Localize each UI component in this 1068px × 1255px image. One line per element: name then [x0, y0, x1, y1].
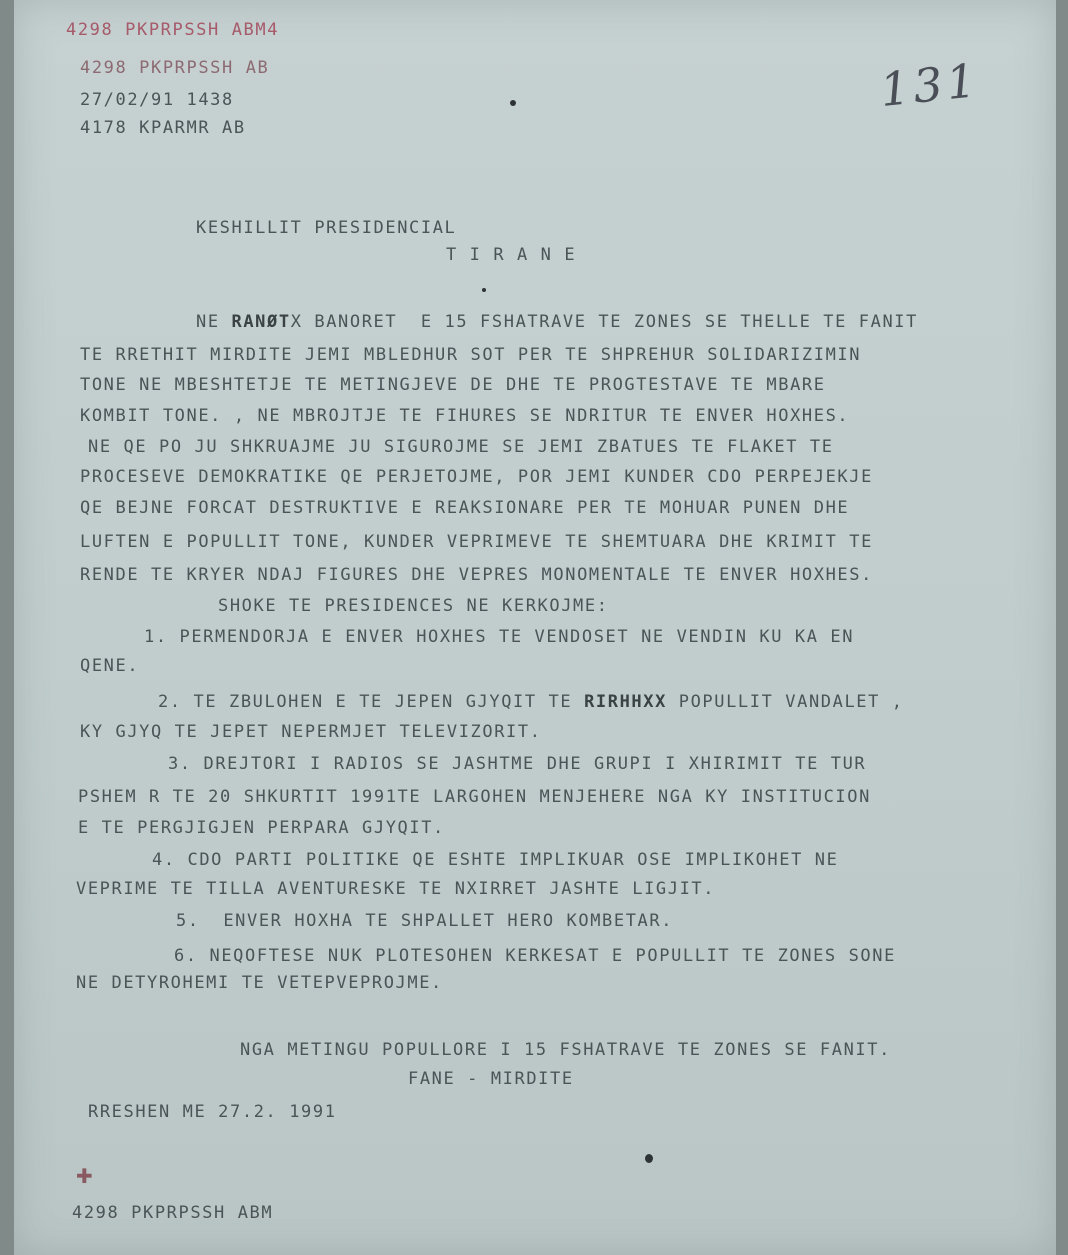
header-line-2: 4298 PKPRPSSH AB: [80, 58, 270, 78]
body-line-6: PROCESEVE DEMOKRATIKE QE PERJETOJME, POR JEMI KUNDER CDO PERPEJEKJE: [80, 467, 873, 487]
ink-dot: [482, 288, 486, 292]
body-line-7: QE BEJNE FORCAT DESTRUKTIVE E REAKSIONARE PER TE MOHUAR PUNEN DHE: [80, 498, 850, 518]
body-line-10: SHOKE TE PRESIDENCES NE KERKOJME:: [218, 596, 609, 616]
plus-mark: ✚: [76, 1164, 93, 1188]
demand-2-post: POPULLIT VANDALET ,: [666, 692, 904, 712]
body-line-1: [196, 312, 918, 332]
body-line-5: NE QE PO JU SHKRUAJME JU SIGUROJME SE JEMI ZBATUES TE FLAKET TE: [88, 437, 834, 457]
addressee-name: KESHILLIT PRESIDENCIAL: [196, 218, 457, 238]
struck-text: RANØT: [231, 312, 291, 332]
demand-4-line-2: VEPRIME TE TILLA AVENTURESKE TE NXIRRET JASHTE LIGJIT.: [76, 879, 716, 899]
demand-1-line-2: QENE.: [80, 656, 140, 676]
body-line-1-prefix: NE: [196, 312, 232, 332]
demand-2-line-1: [158, 692, 904, 712]
demand-3-line-1: 3. DREJTORI I RADIOS SE JASHTME DHE GRUPI I XHIRIMIT TE TUR: [168, 754, 867, 774]
demand-2-line-2: KY GJYQ TE JEPET NEPERMJET TELEVIZORIT.: [80, 722, 542, 742]
demand-6-line-2: NE DETYROHEMI TE VETEPVEPROJME.: [76, 973, 443, 993]
demand-1-line-1: 1. PERMENDORJA E ENVER HOXHES TE VENDOSET NE VENDIN KU KA EN: [144, 627, 855, 647]
header-date-time: 27/02/91 1438: [80, 90, 234, 110]
footer-line: 4298 PKPRPSSH ABM: [72, 1203, 274, 1223]
place-date: RRESHEN ME 27.2. 1991: [88, 1102, 337, 1122]
ink-dot: [645, 1154, 653, 1163]
demand-2-prefix: 2. TE ZBULOHEN E TE JEPEN GJYQIT TE: [158, 692, 585, 712]
signature-line-1: NGA METINGU POPULLORE I 15 FSHATRAVE TE ZONES SE FANIT.: [240, 1040, 891, 1060]
signature-line-2: FANE - MIRDITE: [408, 1069, 574, 1089]
body-line-8: LUFTEN E POPULLIT TONE, KUNDER VEPRIMEVE TE SHEMTUARA DHE KRIMIT TE: [80, 532, 873, 552]
demand-5: 5. ENVER HOXHA TE SHPALLET HERO KOMBETAR.: [176, 911, 674, 931]
body-line-1-rest: X BANORET E 15 FSHATRAVE TE ZONES SE THELLE TE FANIT: [290, 312, 918, 332]
demand-4-line-1: 4. CDO PARTI POLITIKE QE ESHTE IMPLIKUAR OSE IMPLIKOHET NE: [152, 850, 839, 870]
demand-6-line-1: 6. NEQOFTESE NUK PLOTESOHEN KERKESAT E POPULLIT TE ZONES SONE: [174, 946, 896, 966]
body-line-9: RENDE TE KRYER NDAJ FIGURES DHE VEPRES MONOMENTALE TE ENVER HOXHES.: [80, 565, 873, 585]
body-line-4: KOMBIT TONE. , NE MBROJTJE TE FIHURES SE NDRITUR TE ENVER HOXHES.: [80, 406, 850, 426]
body-line-2: TE RRETHIT MIRDITE JEMI MBLEDHUR SOT PER TE SHPREHUR SOLIDARIZIMIN: [80, 345, 862, 365]
demand-3-line-2: PSHEM R TE 20 SHKURTIT 1991TE LARGOHEN MENJEHERE NGA KY INSTITUCION: [78, 787, 871, 807]
header-line-1: 4298 PKPRPSSH ABM4: [66, 20, 280, 40]
struck-text: RIRHHXX: [584, 692, 667, 712]
addressee-city: T I R A N E: [446, 245, 577, 265]
body-line-3: TONE NE MBESHTETJE TE METINGJEVE DE DHE TE PROGTESTAVE TE MBARE: [80, 375, 826, 395]
ink-dot: [510, 100, 516, 106]
header-line-4: 4178 KPARMR AB: [80, 118, 246, 138]
handwritten-page-number: 131: [877, 52, 983, 118]
demand-3-line-3: E TE PERGJIGJEN PERPARA GJYQIT.: [78, 818, 445, 838]
